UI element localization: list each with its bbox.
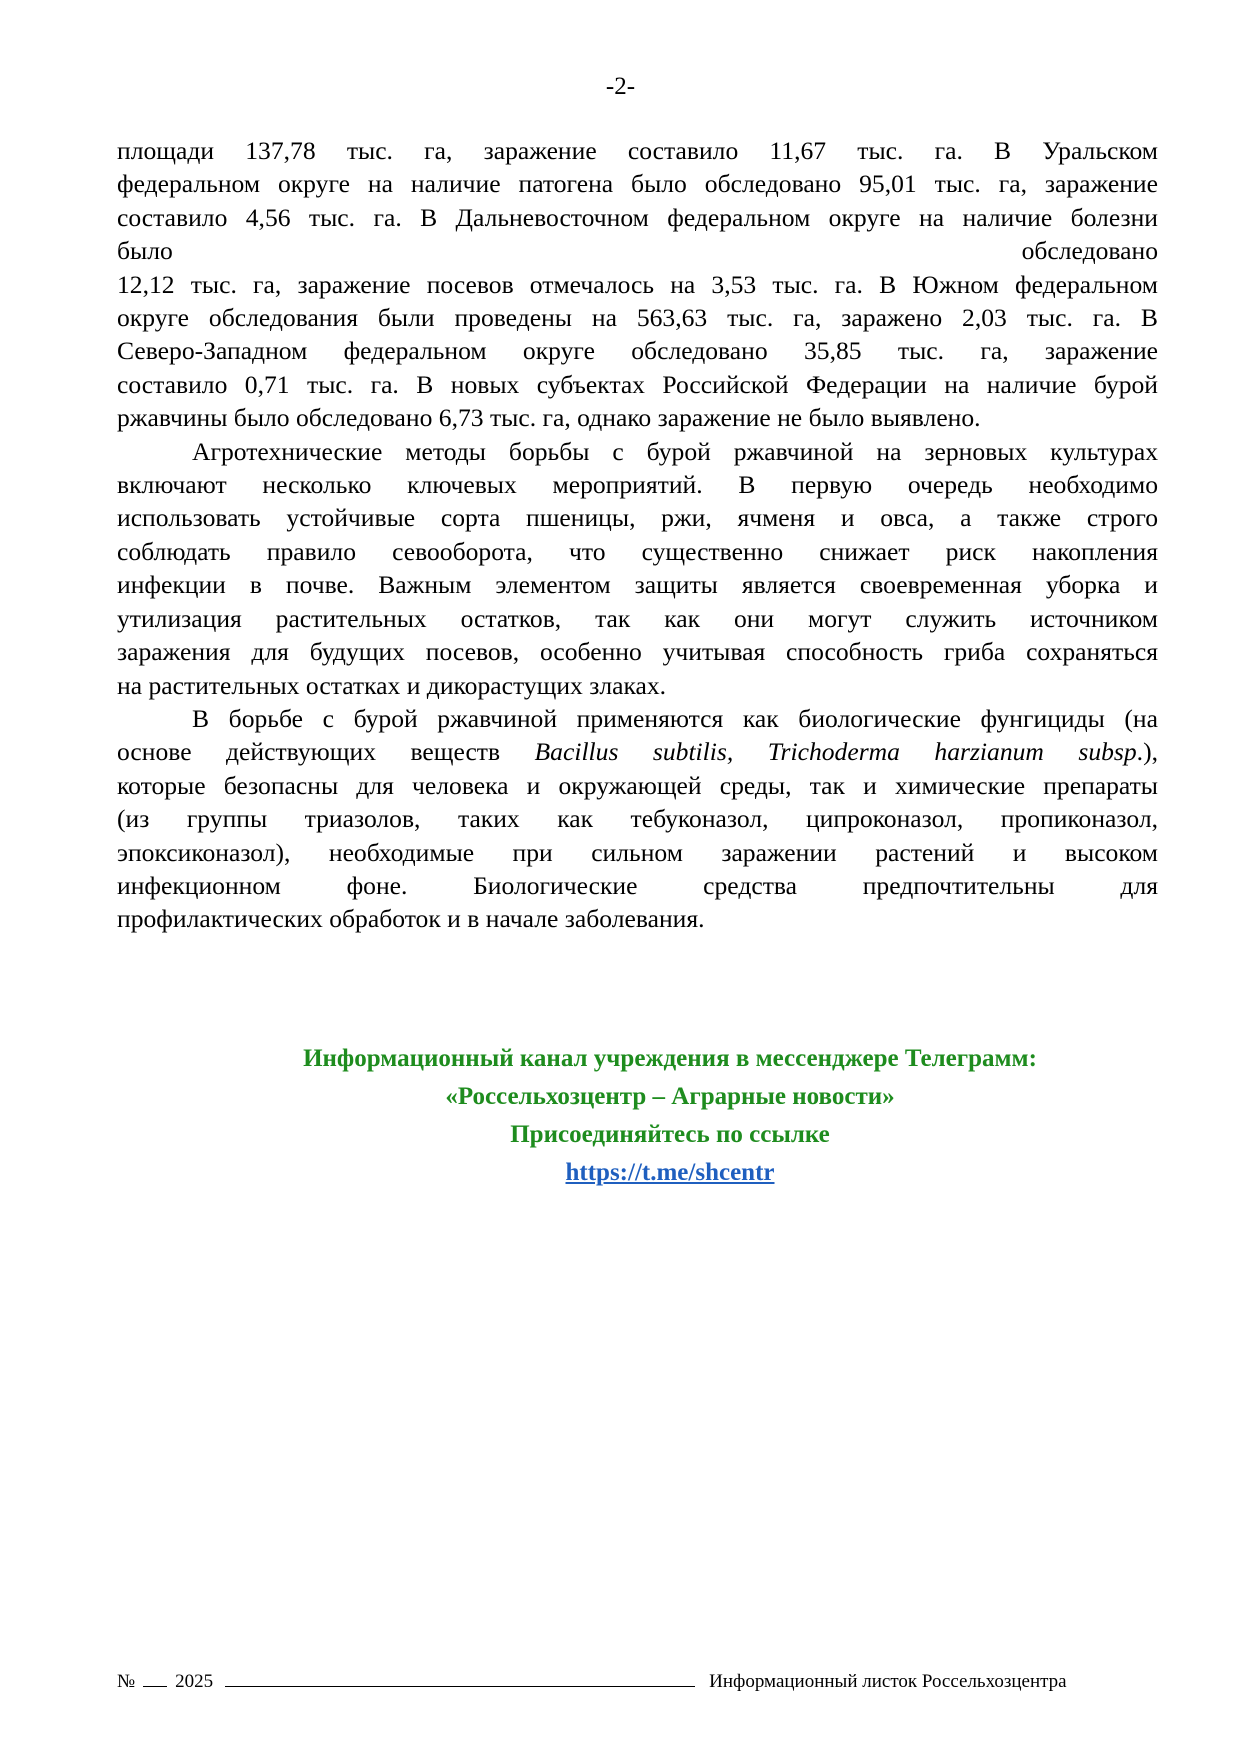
paragraph-agrotechnical-methods <box>117 435 1158 702</box>
text-fragment: .), <box>1136 737 1158 767</box>
text-line: ржавчины было обследовано 6,73 тыс. га, однако заражение не было выявлено. <box>117 403 981 433</box>
text-line: заражения для будущих посевов, особенно учитывая способность гриба сохраняться <box>117 637 1158 667</box>
telegram-promo <box>150 1040 1190 1192</box>
species-names: Bacillus subtilis, Trichoderma harzianum subsp <box>534 737 1137 767</box>
text-line: инфекции в почве. Важным элементом защиты является своевременная уборка и <box>117 570 1158 600</box>
promo-heading: Информационный канал учреждения в мессенджере Телеграмм: <box>303 1045 1037 1072</box>
text-line: В борьбе с бурой ржавчиной применяются как биологические фунгициды (на <box>192 703 1158 733</box>
text-line: составило 0,71 тыс. га. В новых субъектах Российской Федерации на наличие бурой <box>117 369 1158 399</box>
text-line: составило 4,56 тыс. га. В Дальневосточном федеральном округе на наличие болезни <box>117 202 1158 232</box>
text-line: (из группы триазолов, таких как тебуконазол, ципроконазол, пропиконазол, <box>117 804 1158 834</box>
footer-number-sign: № <box>117 1671 136 1692</box>
text-line: федеральном округе на наличие патогена было обследовано 95,01 тыс. га, заражение <box>117 169 1158 199</box>
text-line: площади 137,78 тыс. га, заражение составило 11,67 тыс. га. В Уральском <box>117 136 1158 165</box>
text-line: инфекционном фоне. Биологические средства предпочтительны для <box>117 870 1158 900</box>
paragraph-regional-survey <box>117 134 1158 435</box>
text-line: утилизация растительных остатков, так как они могут служить источником <box>117 603 1158 633</box>
document-body <box>117 134 1158 936</box>
page-footer <box>117 1670 1117 1694</box>
text-line: профилактических обработок и в начале заболевания. <box>117 904 705 934</box>
text-line: на растительных остатках и дикорастущих злаках. <box>117 670 667 700</box>
footer-number-blank <box>143 1671 167 1687</box>
text-line: Северо-Западном федеральном округе обследовано 35,85 тыс. га, заражение <box>117 336 1158 366</box>
text-line: округе обследования были проведены на 563,63 тыс. га, заражено 2,03 тыс. га. В <box>117 303 1158 333</box>
footer-rule <box>225 1671 695 1687</box>
footer-title: Информационный листок Россельхозцентра <box>709 1671 1067 1692</box>
text-line <box>117 735 1158 768</box>
page-number: -2- <box>605 73 636 100</box>
promo-channel-name: «Россельхозцентр – Аграрные новости» <box>445 1083 895 1110</box>
text-line: 12,12 тыс. га, заражение посевов отмечалось на 3,53 тыс. га. В Южном федеральном <box>117 269 1158 299</box>
footer-year: 2025 <box>175 1671 214 1692</box>
promo-join-text: Присоединяйтесь по ссылке <box>510 1121 830 1148</box>
text-line: Агротехнические методы борьбы с бурой ржавчиной на зерновых культурах <box>192 436 1158 466</box>
paragraph-fungicides <box>117 702 1158 936</box>
text-line: использовать устойчивые сорта пшеницы, ржи, ячменя и овса, а также строго <box>117 503 1158 533</box>
telegram-link[interactable]: https://t.me/shcentr <box>565 1159 775 1186</box>
text-fragment: основе действующих веществ <box>117 737 535 767</box>
text-line: включают несколько ключевых мероприятий. В первую очередь необходимо <box>117 470 1158 500</box>
text-line: соблюдать правило севооборота, что существенно снижает риск накопления <box>117 536 1158 566</box>
text-line: которые безопасны для человека и окружающей среды, так и химические препараты <box>117 770 1158 800</box>
text-line: эпоксиконазол), необходимые при сильном заражении растений и высоком <box>117 837 1158 867</box>
text-line: было обследовано <box>117 236 1158 266</box>
